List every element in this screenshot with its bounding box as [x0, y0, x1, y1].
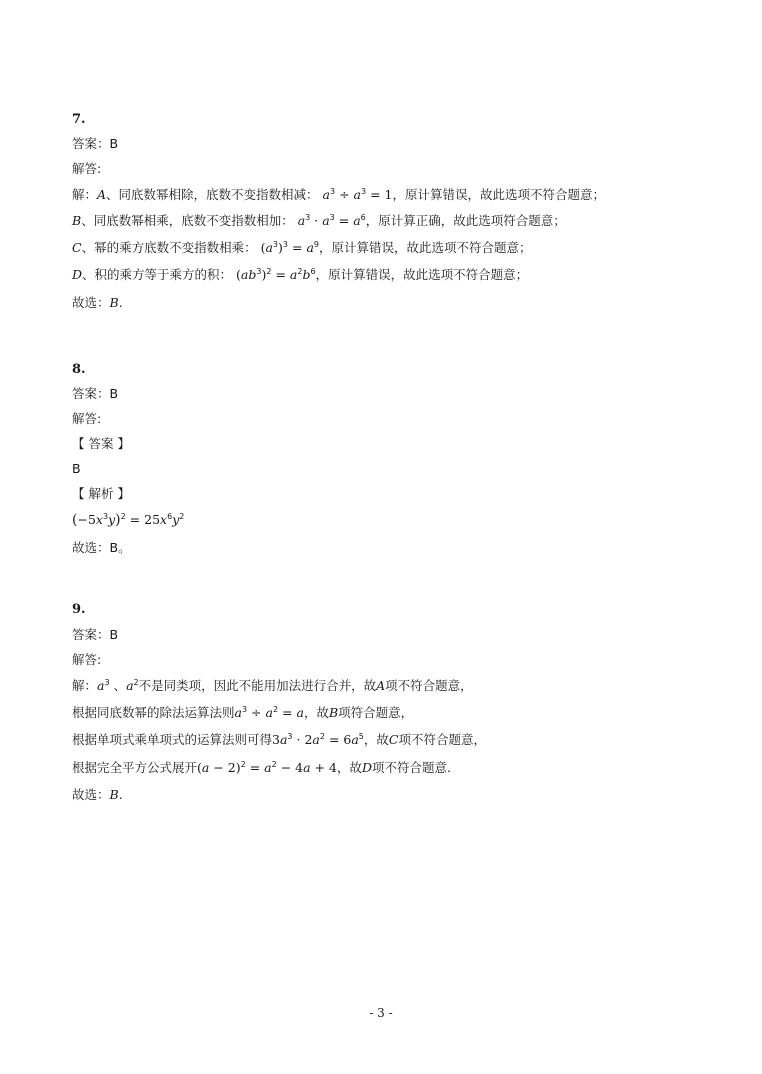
question-8-analysis-tag: 【 解析 】	[72, 486, 130, 501]
question-9-line-b: 根据同底数幂的除法运算法则$a^3 \div a^2 = a$，故B项符合题意，	[72, 705, 414, 720]
question-7-solution-label: 解答:	[72, 161, 102, 176]
question-7-answer: 答案：B	[72, 136, 119, 151]
question-8-conclusion: 故选：B。	[72, 540, 131, 555]
question-9-answer: 答案：B	[72, 627, 119, 642]
question-9-conclusion: 故选：B.	[72, 787, 123, 802]
page-number: - 3 -	[369, 1006, 393, 1020]
question-9-line-c: 根据单项式乘单项式的运算法则可得$3a^3 \cdot 2a^2 = 6a^5$，故C项不符合题意，	[72, 732, 486, 747]
question-7-number: 7.	[72, 112, 86, 127]
question-8-formula: $(-5x^3y)^2 = 25x^6y^2$	[72, 512, 185, 528]
question-8-answer-tag: 【 答案 】	[72, 436, 130, 451]
question-9-line-d: 根据完全平方公式展开$(a - 2)^2 = a^2 - 4a + 4$，故D项不符合题意.	[72, 760, 451, 775]
question-8-answer-value: B	[72, 461, 81, 476]
question-9-number: 9.	[72, 602, 86, 617]
question-8-solution-label: 解答:	[72, 411, 102, 426]
question-8-answer: 答案：B	[72, 386, 119, 401]
question-7-conclusion: 故选：B.	[72, 295, 123, 310]
question-7-line-a: 解：A、同底数幂相除，底数不变指数相减： $a^3 \div a^3 = 1$，原计算错误，故此选项不符合题意；	[72, 187, 605, 202]
question-9-line-a: 解：$a^3$ 、$a^2$不是同类项，因此不能用加法进行合并，故A项不符合题意，	[72, 678, 473, 693]
question-7-line-d: D、积的乘方等于乘方的积： $(ab^3)^2 = a^2b^6$，原计算错误，故此选项不符合题意；	[72, 267, 529, 282]
question-8-number: 8.	[72, 362, 86, 377]
question-7-line-b: B、同底数幂相乘，底数不变指数相加： $a^3 \cdot a^3 = a^6$，原计算正确，故此选项符合题意；	[72, 213, 566, 228]
question-9-solution-label: 解答:	[72, 652, 102, 667]
question-7-line-c: C、幂的乘方底数不变指数相乘： $(a^3)^3 = a^9$，原计算错误，故此选项不符合题意；	[72, 240, 532, 255]
